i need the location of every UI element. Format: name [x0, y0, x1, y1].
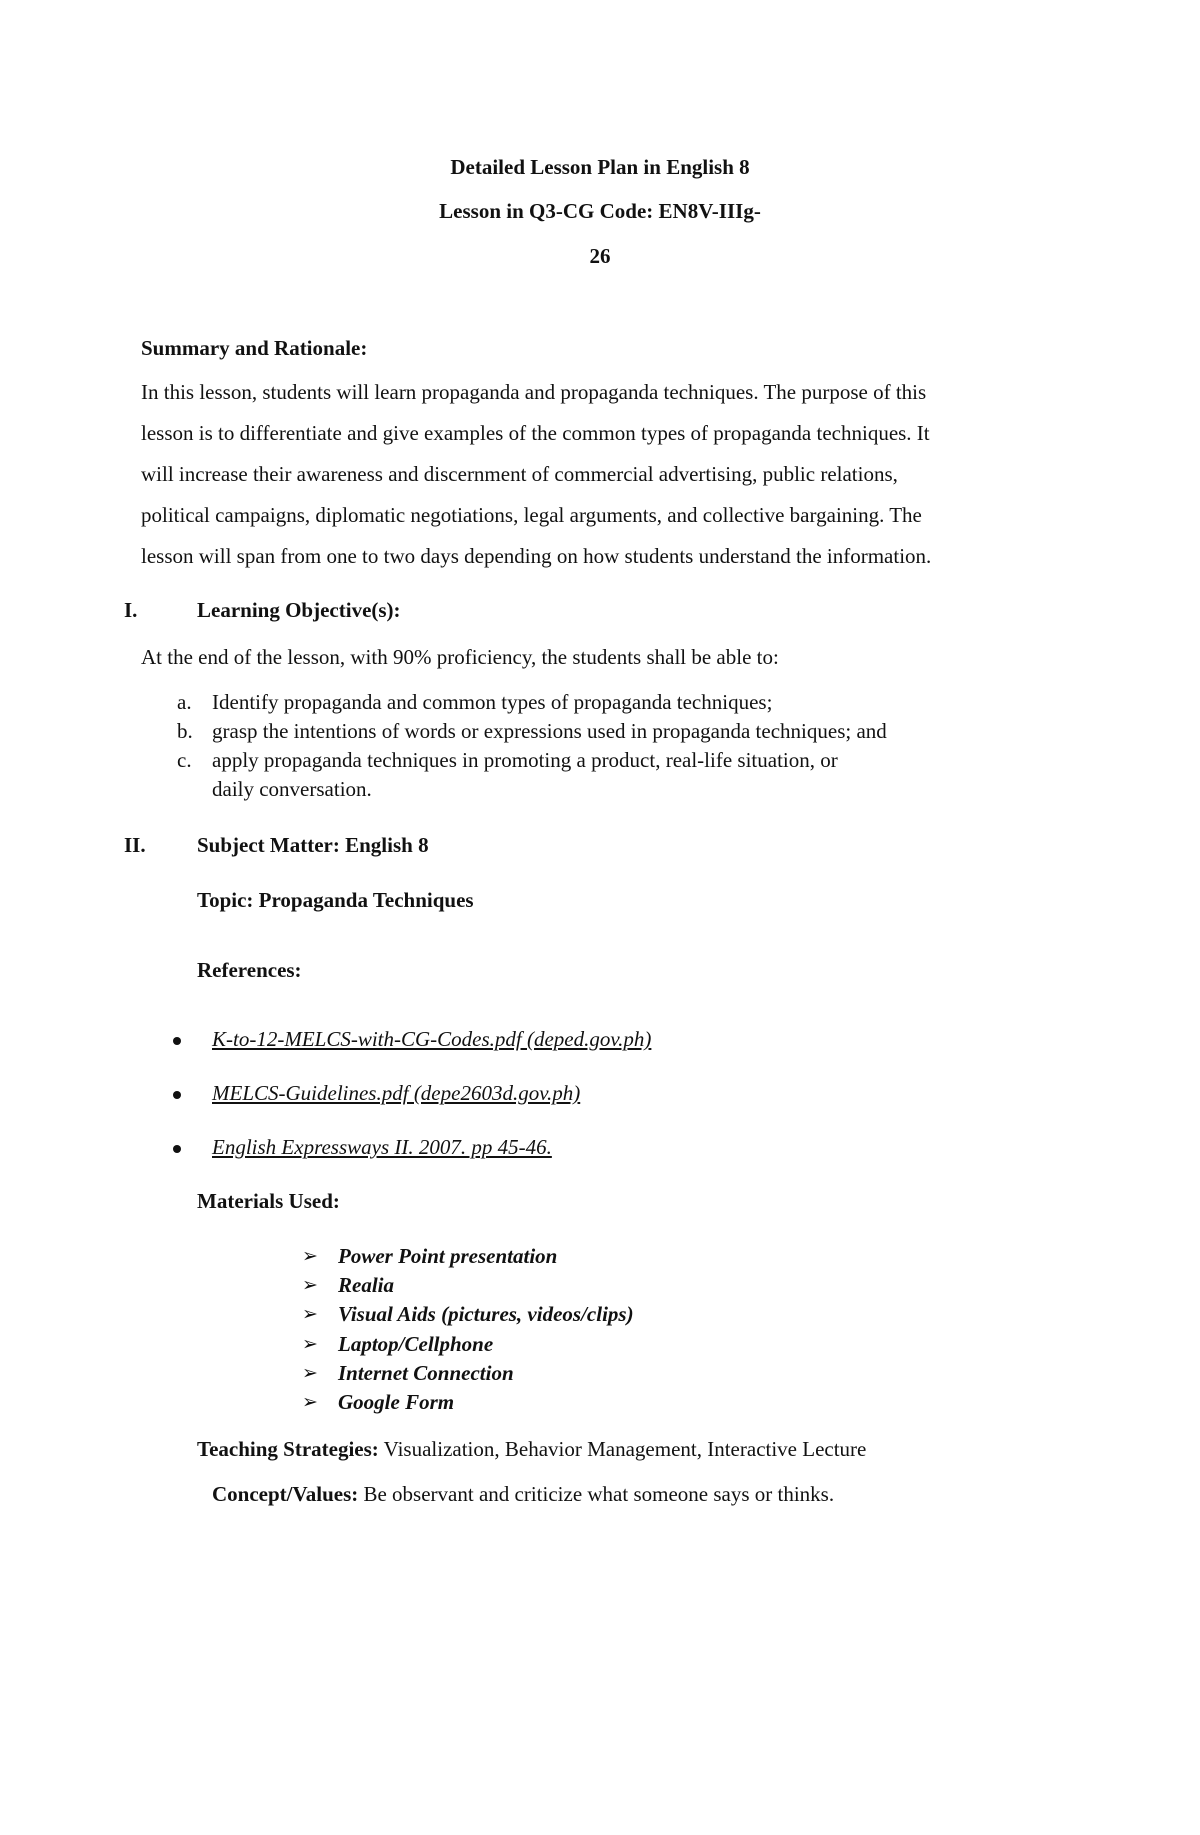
teaching-strategies: [197, 1437, 866, 1462]
reference-link-melcs-cg-codes[interactable]: K-to-12-MELCS-with-CG-Codes.pdf (deped.gov.ph): [212, 1027, 652, 1051]
material-item: Realia: [338, 1273, 394, 1297]
section-numeral-ii: II.: [124, 833, 146, 857]
objective-letter: a.: [177, 690, 192, 714]
arrow-bullet-icon: ➢: [302, 1362, 318, 1384]
concept-values-value: Be observant and criticize what someone says or thinks.: [363, 1482, 835, 1506]
reference-link-melcs-guidelines[interactable]: MELCS-Guidelines.pdf (depe2603d.gov.ph): [212, 1081, 581, 1105]
summary-line: will increase their awareness and discernment of commercial advertising, public relations,: [141, 462, 898, 486]
section-numeral-i: I.: [124, 598, 138, 622]
objective-text: grasp the intentions of words or expressions used in propaganda techniques; and: [212, 719, 887, 743]
topic-line: Topic: Propaganda Techniques: [197, 888, 474, 912]
objective-letter: c.: [177, 748, 192, 772]
teaching-strategies-label: Teaching Strategies:: [197, 1437, 379, 1461]
material-item: Visual Aids (pictures, videos/clips): [338, 1302, 634, 1326]
reference-link-english-expressways[interactable]: English Expressways II. 2007. pp 45-46.: [212, 1135, 552, 1159]
bullet-icon: [173, 1037, 181, 1045]
objectives-heading: Learning Objective(s):: [197, 598, 401, 622]
objective-text-continuation: daily conversation.: [212, 777, 372, 801]
material-item: Google Form: [338, 1390, 455, 1414]
summary-line: political campaigns, diplomatic negotiations, legal arguments, and collective bargaining. The: [141, 503, 922, 527]
material-item: Internet Connection: [338, 1361, 514, 1385]
subject-heading: Subject Matter: English 8: [197, 833, 429, 857]
summary-heading: Summary and Rationale:: [141, 336, 368, 360]
objective-letter: b.: [177, 719, 193, 743]
cg-code-line: Lesson in Q3-CG Code: EN8V-IIIg-: [439, 199, 761, 223]
material-item: Laptop/Cellphone: [338, 1332, 494, 1356]
bullet-icon: [173, 1145, 181, 1153]
teaching-strategies-value: Visualization, Behavior Management, Interactive Lecture: [383, 1437, 867, 1461]
material-item: Power Point presentation: [338, 1244, 558, 1268]
document-title: Detailed Lesson Plan in English 8: [450, 155, 750, 179]
bullet-icon: [173, 1091, 181, 1099]
summary-line: lesson is to differentiate and give examples of the common types of propaganda techniques. It: [141, 421, 930, 445]
arrow-bullet-icon: ➢: [302, 1245, 318, 1267]
objective-text: Identify propaganda and common types of propaganda techniques;: [212, 690, 773, 714]
summary-line: lesson will span from one to two days depending on how students understand the information.: [141, 544, 932, 568]
arrow-bullet-icon: ➢: [302, 1303, 318, 1325]
objective-text: apply propaganda techniques in promoting a product, real-life situation, or: [212, 748, 838, 772]
arrow-bullet-icon: ➢: [302, 1274, 318, 1296]
concept-values-label: Concept/Values:: [212, 1482, 359, 1506]
references-heading: References:: [197, 958, 302, 982]
concept-values: [212, 1482, 834, 1507]
objectives-intro: At the end of the lesson, with 90% proficiency, the students shall be able to:: [141, 645, 779, 669]
summary-line: In this lesson, students will learn propaganda and propaganda techniques. The purpose of this: [141, 380, 927, 404]
arrow-bullet-icon: ➢: [302, 1391, 318, 1413]
arrow-bullet-icon: ➢: [302, 1333, 318, 1355]
materials-heading: Materials Used:: [197, 1189, 340, 1213]
cg-code-number: 26: [589, 244, 611, 268]
